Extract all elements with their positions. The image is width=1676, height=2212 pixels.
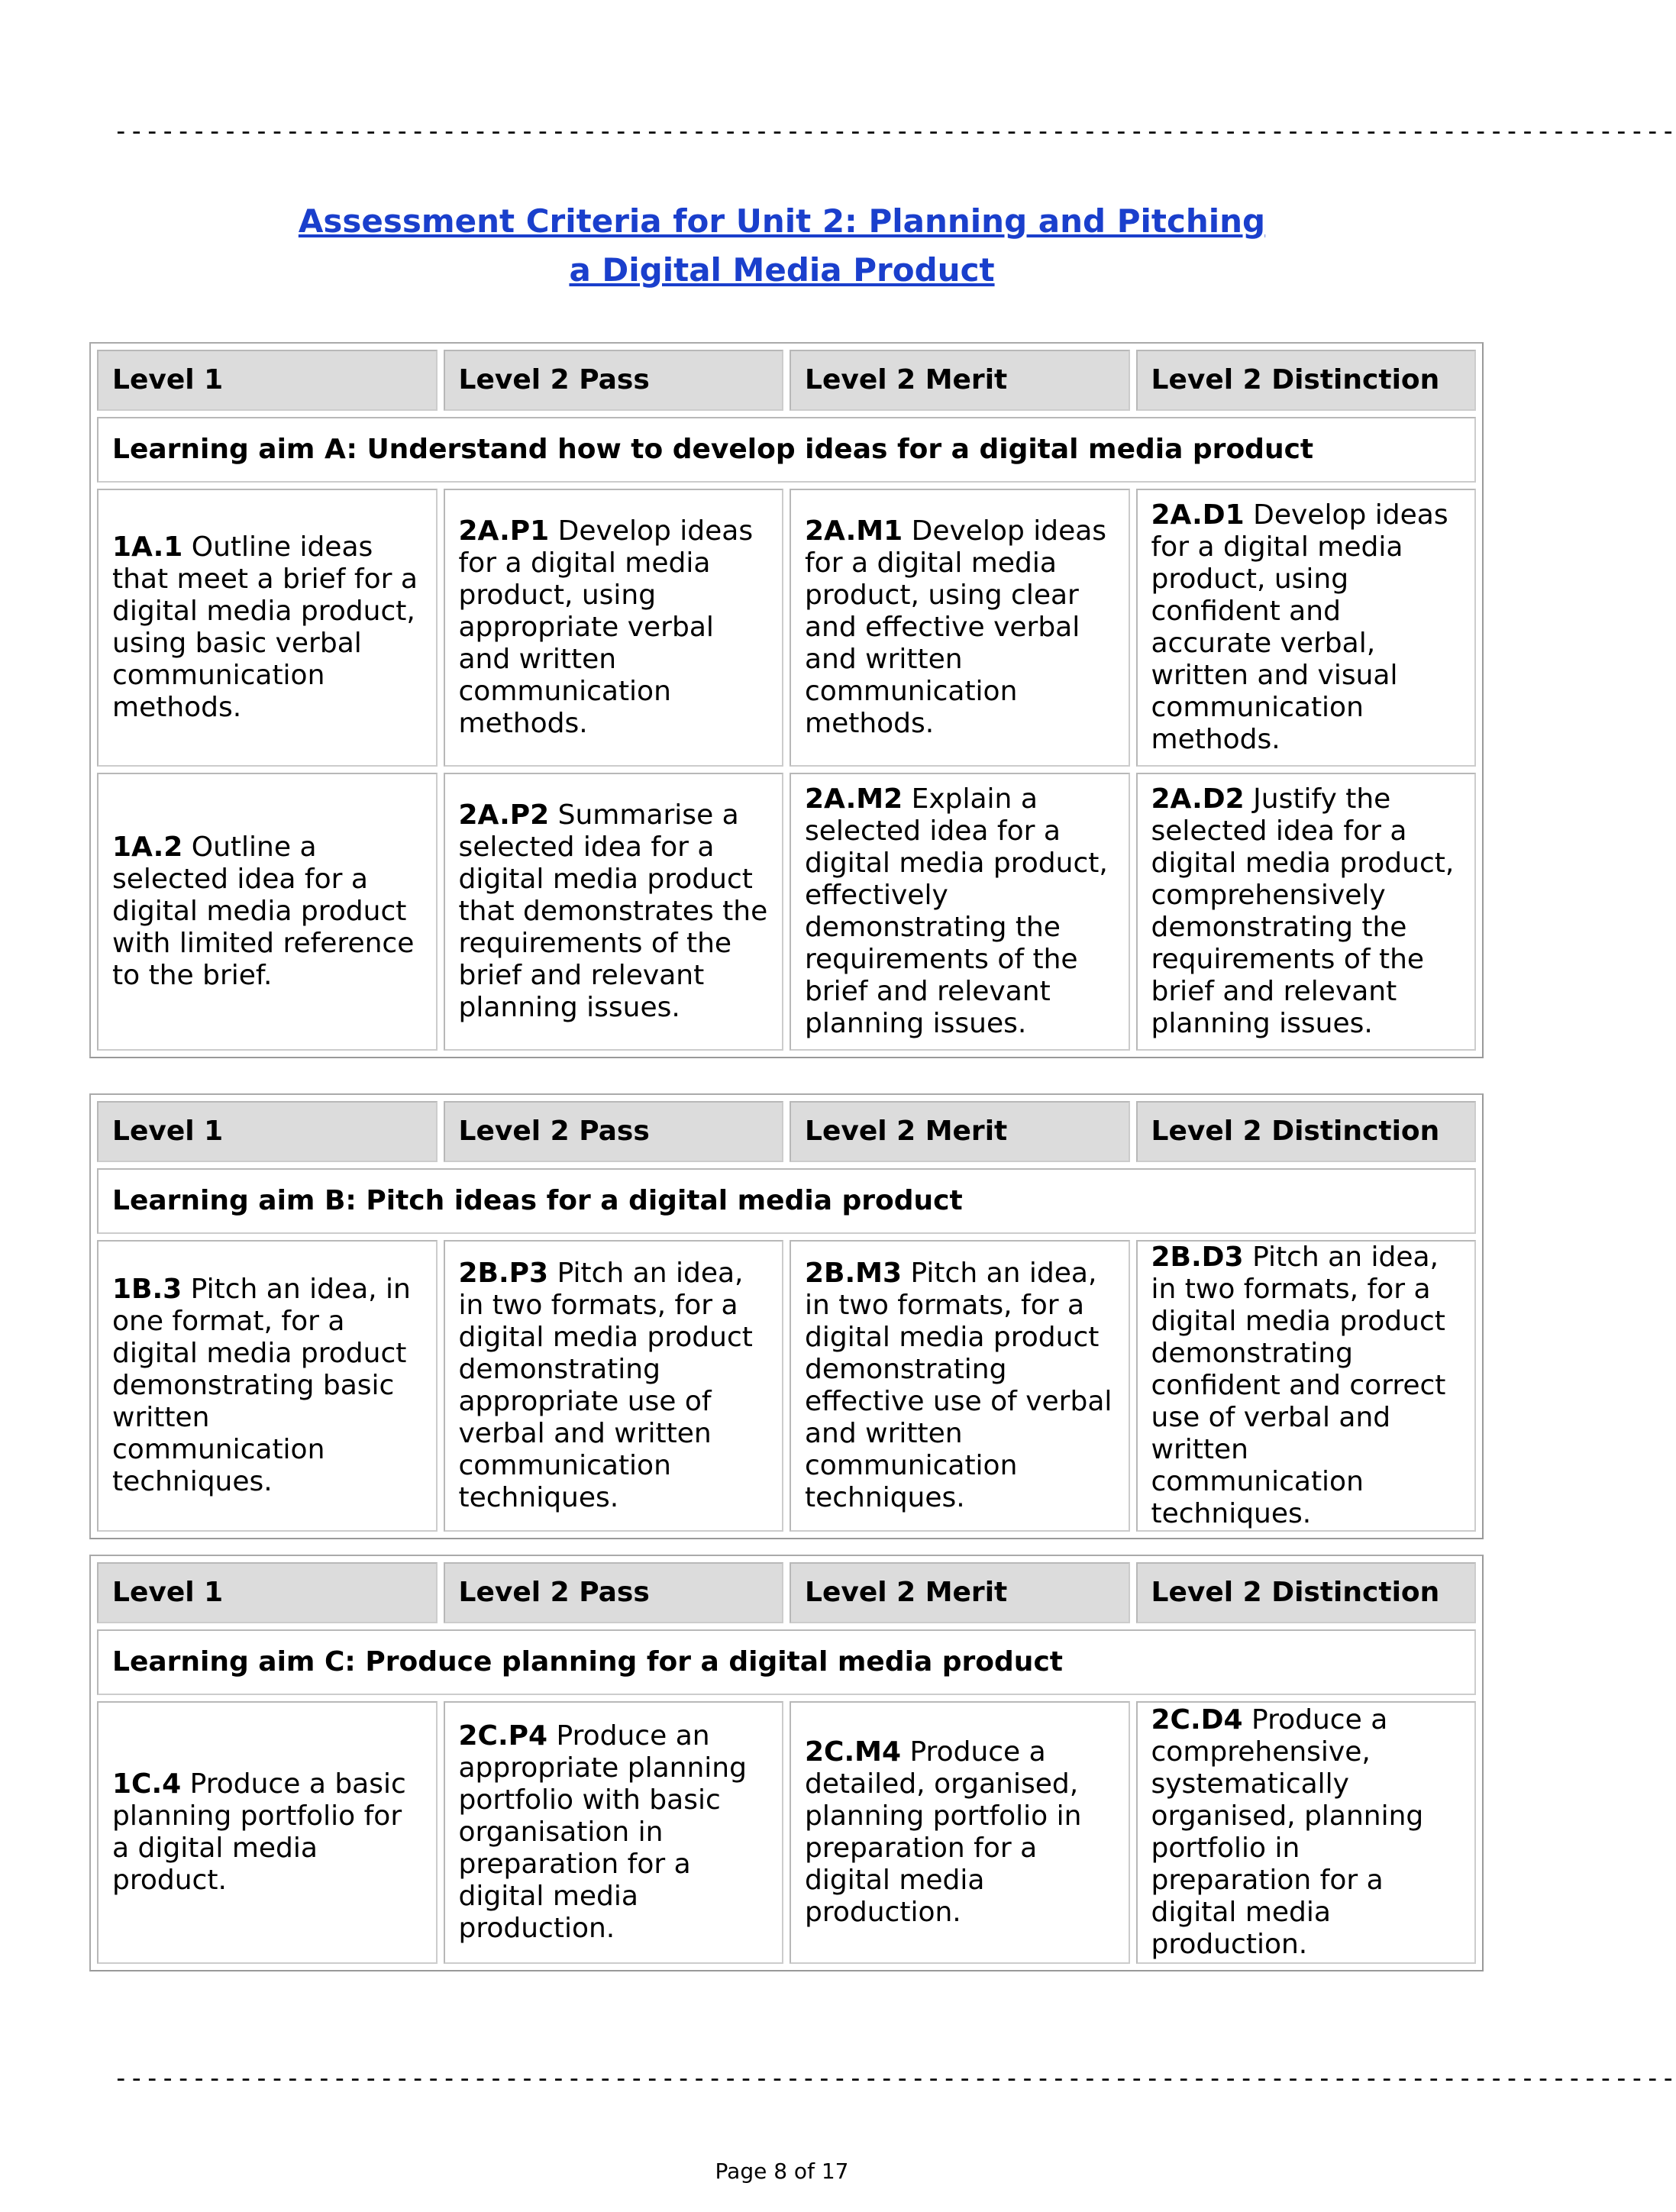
learning-aim-c: Learning aim C: Produce planning for a digital media product [97, 1629, 1476, 1695]
criterion-cell [1136, 1701, 1477, 1964]
criterion-cell [790, 1240, 1130, 1532]
criterion-cell [1136, 489, 1477, 767]
header-row [97, 350, 1476, 411]
learning-aim-a: Learning aim A: Understand how to develop ideas for a digital media product [97, 417, 1476, 483]
criterion-cell [444, 773, 784, 1051]
aim-row [97, 1168, 1476, 1234]
page-title [0, 197, 1564, 295]
criterion-code: 2A.D1 [1151, 499, 1245, 531]
aim-row [97, 417, 1476, 483]
header-level-2-pass: Level 2 Pass [444, 350, 784, 411]
header-level-2-distinction: Level 2 Distinction [1136, 350, 1477, 411]
title-line-2: a Digital Media Product [569, 251, 995, 289]
criterion-code: 2A.P2 [458, 799, 550, 831]
criteria-row [97, 773, 1476, 1051]
criterion-cell [444, 489, 784, 767]
criterion-cell [444, 1701, 784, 1964]
title-line-1: Assessment Criteria for Unit 2: Planning and Pitching [298, 202, 1266, 240]
bottom-divider: ---------------------------------------------------------------------------------------------------- [113, 2063, 1676, 2094]
criterion-cell [790, 489, 1130, 767]
header-level-2-merit: Level 2 Merit [790, 350, 1130, 411]
criterion-cell [1136, 1240, 1477, 1532]
criterion-text: Pitch an idea, in two formats, for a digital media product demonstrating appropriate use of verbal and written communication techniques. [458, 1258, 753, 1513]
criterion-code: 2C.D4 [1151, 1704, 1243, 1736]
criterion-text: Pitch an idea, in one format, for a digital media product demonstrating basic written communication techniques. [112, 1274, 411, 1497]
header-level-1: Level 1 [97, 350, 438, 411]
header-level-1: Level 1 [97, 1101, 438, 1162]
criterion-text: Develop ideas for a digital media product, using appropriate verbal and written communication methods. [458, 515, 754, 739]
header-level-1: Level 1 [97, 1562, 438, 1623]
criteria-table-aim-a [89, 342, 1484, 1058]
criterion-code: 2A.M1 [805, 515, 903, 547]
criterion-cell [1136, 773, 1477, 1051]
header-level-2-distinction: Level 2 Distinction [1136, 1562, 1477, 1623]
criterion-code: 1A.2 [112, 832, 183, 863]
criterion-text: Produce a comprehensive, systematically organised, planning portfolio in preparation for a digital media production. [1151, 1704, 1424, 1960]
criterion-text: Explain a selected idea for a digital media product, effectively demonstrating the requirements of the brief and relevant planning issues. [805, 783, 1108, 1039]
top-divider: ---------------------------------------------------------------------------------------------------- [113, 116, 1676, 147]
criterion-text: Produce an appropriate planning portfolio with basic organisation in preparation for a digital media production. [458, 1720, 747, 1944]
header-level-2-distinction: Level 2 Distinction [1136, 1101, 1477, 1162]
criteria-row [97, 1240, 1476, 1532]
criterion-code: 1B.3 [112, 1274, 182, 1305]
criterion-cell [97, 1701, 438, 1964]
criterion-code: 2C.P4 [458, 1720, 548, 1752]
criterion-code: 2B.M3 [805, 1258, 903, 1289]
header-level-2-merit: Level 2 Merit [790, 1101, 1130, 1162]
criterion-text: Develop ideas for a digital media product, using clear and effective verbal and written communication methods. [805, 515, 1107, 739]
page-number: Page 8 of 17 [715, 2159, 849, 2184]
criterion-code: 2A.M2 [805, 783, 903, 815]
header-level-2-merit: Level 2 Merit [790, 1562, 1130, 1623]
header-level-2-pass: Level 2 Pass [444, 1562, 784, 1623]
criterion-text: Outline ideas that meet a brief for a digital media product, using basic verbal communication methods. [112, 531, 418, 723]
learning-aim-b: Learning aim B: Pitch ideas for a digital media product [97, 1168, 1476, 1234]
criterion-text: Pitch an idea, in two formats, for a digital media product demonstrating effective use of verbal and written communication techniques. [805, 1258, 1112, 1513]
header-level-2-pass: Level 2 Pass [444, 1101, 784, 1162]
criterion-text: Outline a selected idea for a digital media product with limited reference to the brief. [112, 832, 415, 991]
criterion-text: Produce a detailed, organised, planning portfolio in preparation for a digital media production. [805, 1736, 1082, 1928]
criterion-text: Develop ideas for a digital media product, using confident and accurate verbal, written and visual communication methods. [1151, 499, 1448, 755]
criterion-code: 2B.D3 [1151, 1242, 1244, 1273]
criterion-cell [444, 1240, 784, 1532]
criterion-code: 1A.1 [112, 531, 183, 563]
criterion-text: Produce a basic planning portfolio for a digital media product. [112, 1768, 406, 1896]
criterion-cell [97, 773, 438, 1051]
criterion-cell [97, 1240, 438, 1532]
criterion-text: Pitch an idea, in two formats, for a digital media product demonstrating confident and correct use of verbal and written communication techniques. [1151, 1242, 1446, 1529]
criterion-text: Summarise a selected idea for a digital media product that demonstrates the requirements of the brief and relevant planning issues. [458, 799, 768, 1023]
criteria-row [97, 489, 1476, 767]
criterion-text: Justify the selected idea for a digital media product, comprehensively demonstrating the requirements of the brief and relevant planning issues. [1151, 783, 1455, 1039]
criterion-cell [790, 773, 1130, 1051]
criterion-code: 2C.M4 [805, 1736, 902, 1768]
criterion-cell [790, 1701, 1130, 1964]
aim-row [97, 1629, 1476, 1695]
criteria-row [97, 1701, 1476, 1964]
criterion-code: 2A.P1 [458, 515, 550, 547]
header-row [97, 1562, 1476, 1623]
criterion-cell [97, 489, 438, 767]
header-row [97, 1101, 1476, 1162]
criteria-table-aim-c [89, 1555, 1484, 1971]
criterion-code: 1C.4 [112, 1768, 182, 1800]
criteria-table-aim-b [89, 1093, 1484, 1539]
criterion-code: 2A.D2 [1151, 783, 1245, 815]
criterion-code: 2B.P3 [458, 1258, 549, 1289]
